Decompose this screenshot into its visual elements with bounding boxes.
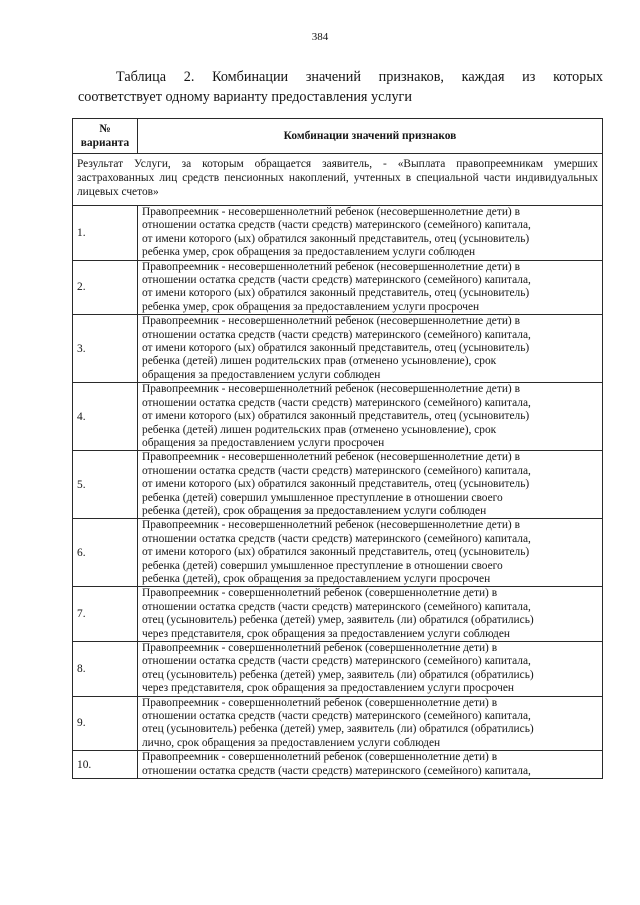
description-line: ребенка умер, срок обращения за предоставлением услуги соблюден xyxy=(142,246,476,259)
table-row xyxy=(73,206,603,261)
description-line: ребенка (детей) лишен родительских прав (отменено усыновление), срок xyxy=(142,355,497,368)
description-line: отношении остатка средств (части средств) материнского (семейного) капитала, xyxy=(142,655,531,668)
description-line: Правопреемник - несовершеннолетний ребенок (несовершеннолетние дети) в xyxy=(142,206,520,218)
table-row xyxy=(73,315,603,383)
table-row xyxy=(73,383,603,451)
description-line: ребенка (детей), срок обращения за предоставлением услуги просрочен xyxy=(142,572,491,585)
description-line: от имени которого (ых) обратился законный представитель, отец (усыновитель) xyxy=(142,287,530,300)
description-line: ребенка (детей) совершил умышленное преступление в отношении своего xyxy=(142,491,503,504)
description-line: Правопреемник - несовершеннолетний ребенок (несовершеннолетние дети) в xyxy=(142,315,520,328)
page-number: 384 xyxy=(311,31,329,43)
description-line: отношении остатка средств (части средств) материнского (семейного) капитала, xyxy=(142,600,531,613)
description-line: от имени которого (ых) обратился законный представитель, отец (усыновитель) xyxy=(142,410,530,423)
description-line: Правопреемник - несовершеннолетний ребенок (несовершеннолетние дети) в xyxy=(142,383,520,396)
variant-number: 8. xyxy=(73,642,138,697)
table-caption xyxy=(78,67,603,107)
description-line: отношении остатка средств (части средств) материнского (семейного) капитала, xyxy=(142,532,531,545)
description-line: ребенка (детей), срок обращения за предоставлением услуги соблюден xyxy=(142,504,487,517)
description-line: ребенка умер, срок обращения за предоставлением услуги просрочен xyxy=(142,300,480,313)
variant-number: 3. xyxy=(73,315,138,383)
description-line: Правопреемник - несовершеннолетний ребенок (несовершеннолетние дети) в xyxy=(142,451,520,464)
header-combinations: Комбинации значений признаков xyxy=(138,119,603,154)
description-line: через представителя, срок обращения за предоставлением услуги соблюден xyxy=(142,627,510,640)
description-line: обращения за предоставлением услуги соблюден xyxy=(142,368,381,381)
variant-number: 5. xyxy=(73,451,138,519)
description-line: от имени которого (ых) обратился законный представитель, отец (усыновитель) xyxy=(142,342,530,355)
variant-description xyxy=(138,642,603,697)
variant-number: 6. xyxy=(73,519,138,587)
variant-number: 7. xyxy=(73,587,138,642)
description-line: отношении остатка средств (части средств) материнского (семейного) капитала, xyxy=(142,328,531,341)
variant-description xyxy=(138,587,603,642)
description-line: отец (усыновитель) ребенка (детей) умер, заявитель (ли) обратился (обратились) xyxy=(142,668,534,681)
description-line: лично, срок обращения за предоставлением услуги соблюден xyxy=(142,736,441,749)
description-line: обращения за предоставлением услуги просрочен xyxy=(142,436,385,449)
table-row xyxy=(73,451,603,519)
description-line: Правопреемник - совершеннолетний ребенок (совершеннолетние дети) в xyxy=(142,642,498,654)
description-line: от имени которого (ых) обратился законный представитель, отец (усыновитель) xyxy=(142,232,530,245)
variant-number: 1. xyxy=(73,206,138,261)
description-line: отношении остатка средств (части средств) материнского (семейного) капитала, xyxy=(142,219,531,232)
description-line: Правопреемник - несовершеннолетний ребенок (несовершеннолетние дети) в xyxy=(142,260,520,273)
description-line: отношении остатка средств (части средств) материнского (семейного) капитала, xyxy=(142,464,531,477)
variant-number: 2. xyxy=(73,260,138,315)
description-line: Правопреемник - совершеннолетний ребенок (совершеннолетние дети) в xyxy=(142,751,498,764)
description-line: отношении остатка средств (части средств) материнского (семейного) капитала, xyxy=(142,396,531,409)
result-description: Результат Услуги, за которым обращается заявитель, - «Выплата правопреемникам умерших застрахованных лиц средств пенсионных накоплений, учтенных в специальной части индивидуальных лицевых счетов» xyxy=(73,154,603,206)
variant-description xyxy=(138,383,603,451)
variant-description xyxy=(138,451,603,519)
variant-description xyxy=(138,519,603,587)
table-row xyxy=(73,519,603,587)
caption-line-1: Таблица 2. Комбинации значений признаков, каждая из которых xyxy=(116,69,603,85)
description-line: отношении остатка средств (части средств) материнского (семейного) капитала, xyxy=(142,274,531,287)
variant-number: 10. xyxy=(73,751,138,779)
variant-description xyxy=(138,206,603,261)
table-header-row xyxy=(73,119,603,154)
description-line: ребенка (детей) совершил умышленное преступление в отношении своего xyxy=(142,559,503,572)
variant-number: 9. xyxy=(73,696,138,751)
table-row xyxy=(73,696,603,751)
description-line: Правопреемник - совершеннолетний ребенок (совершеннолетние дети) в xyxy=(142,587,498,600)
variant-description xyxy=(138,751,603,779)
header-variant-number: № варианта xyxy=(73,119,138,154)
description-line: отец (усыновитель) ребенка (детей) умер, заявитель (ли) обратился (обратились) xyxy=(142,723,534,736)
variant-description xyxy=(138,260,603,315)
description-line: отношении остатка средств (части средств) материнского (семейного) капитала, xyxy=(142,764,531,777)
table-row xyxy=(73,751,603,779)
variant-description xyxy=(138,315,603,383)
result-row xyxy=(73,154,603,206)
table-row xyxy=(73,587,603,642)
variant-description xyxy=(138,696,603,751)
variant-number: 4. xyxy=(73,383,138,451)
description-line: ребенка (детей) лишен родительских прав (отменено усыновление), срок xyxy=(142,423,497,436)
description-line: через представителя, срок обращения за предоставлением услуги просрочен xyxy=(142,682,514,695)
description-line: отношении остатка средств (части средств) материнского (семейного) капитала, xyxy=(142,710,531,723)
variants-table xyxy=(72,118,603,779)
description-line: от имени которого (ых) обратился законный представитель, отец (усыновитель) xyxy=(142,478,530,491)
table-row xyxy=(73,260,603,315)
description-line: Правопреемник - несовершеннолетний ребенок (несовершеннолетние дети) в xyxy=(142,519,520,532)
description-line: от имени которого (ых) обратился законный представитель, отец (усыновитель) xyxy=(142,546,530,559)
description-line: отец (усыновитель) ребенка (детей) умер, заявитель (ли) обратился (обратились) xyxy=(142,614,534,627)
caption-line-2: соответствует одному варианту предоставления услуги xyxy=(78,89,412,105)
description-line: Правопреемник - совершеннолетний ребенок (совершеннолетние дети) в xyxy=(142,696,498,709)
table-row xyxy=(73,642,603,697)
